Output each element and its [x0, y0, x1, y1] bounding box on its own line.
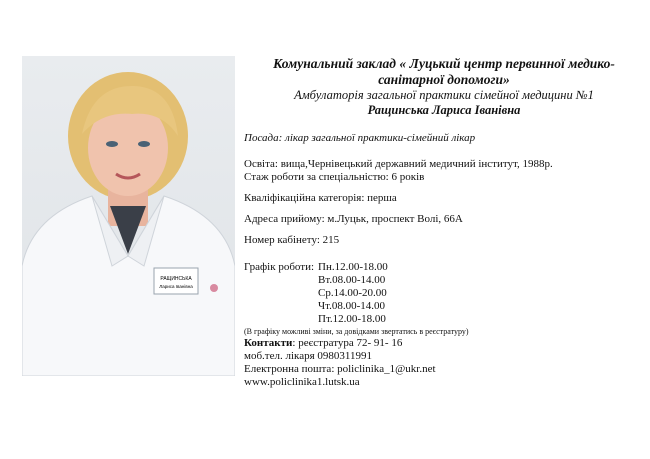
schedule [244, 261, 644, 326]
website-link[interactable]: www.policlinika1.lutsk.ua [244, 376, 360, 388]
registry-phone: : реєстратура 72- 91- 16 [292, 337, 403, 349]
category-text: Кваліфікаційна категорія: перша [244, 192, 397, 204]
schedule-day: Ср.14.00-20.00 [318, 287, 387, 299]
contacts-registry [244, 337, 644, 350]
doctor-name: Ращинська Лариса Іванівна [367, 103, 521, 117]
mobile-phone: моб.тел. лікаря 0980311991 [244, 350, 372, 362]
email-text: Електронна пошта: policlinika_1@ukr.net [244, 363, 436, 375]
education-text: Освіта: вища,Чернівецький державний медичний інститут, 1988р. [244, 158, 553, 170]
org-name-line2: санітарної допомоги» [378, 72, 510, 87]
org-name-line1: Комунальний заклад « Луцький центр первинної медико- [273, 56, 615, 71]
badge-line1: РАЩИНСЬКА [160, 276, 192, 282]
schedule-day: Вт.08.00-14.00 [318, 274, 386, 286]
experience-text: Стаж роботи за спеціальністю: 6 років [244, 171, 425, 183]
schedule-day: Пн.12.00-18.00 [318, 261, 388, 273]
schedule-day: Чт.08.00-14.00 [318, 300, 386, 312]
schedule-label: Графік роботи: [244, 261, 315, 273]
badge-line2: Лариса Іванівна [159, 284, 193, 289]
cabinet-text: Номер кабінету: 215 [244, 234, 340, 246]
schedule-days [318, 261, 388, 326]
doctor-info [244, 56, 644, 389]
schedule-day: Пт.12.00-18.00 [318, 313, 386, 325]
position-text: Посада: лікар загальної практики-сімейний лікар [244, 132, 476, 144]
contacts-label: Контакти [244, 337, 293, 349]
portrait-illustration [22, 56, 235, 376]
doctor-photo [22, 56, 235, 376]
schedule-note: (В графіку можливі зміни, за довідками звертатись в реєстратуру) [244, 327, 469, 336]
address-text: Адреса прийому: м.Луцьк, проспект Волі, 66А [244, 213, 463, 225]
ambulatory-name: Амбулаторія загальної практики сімейної медицини №1 [294, 88, 594, 102]
